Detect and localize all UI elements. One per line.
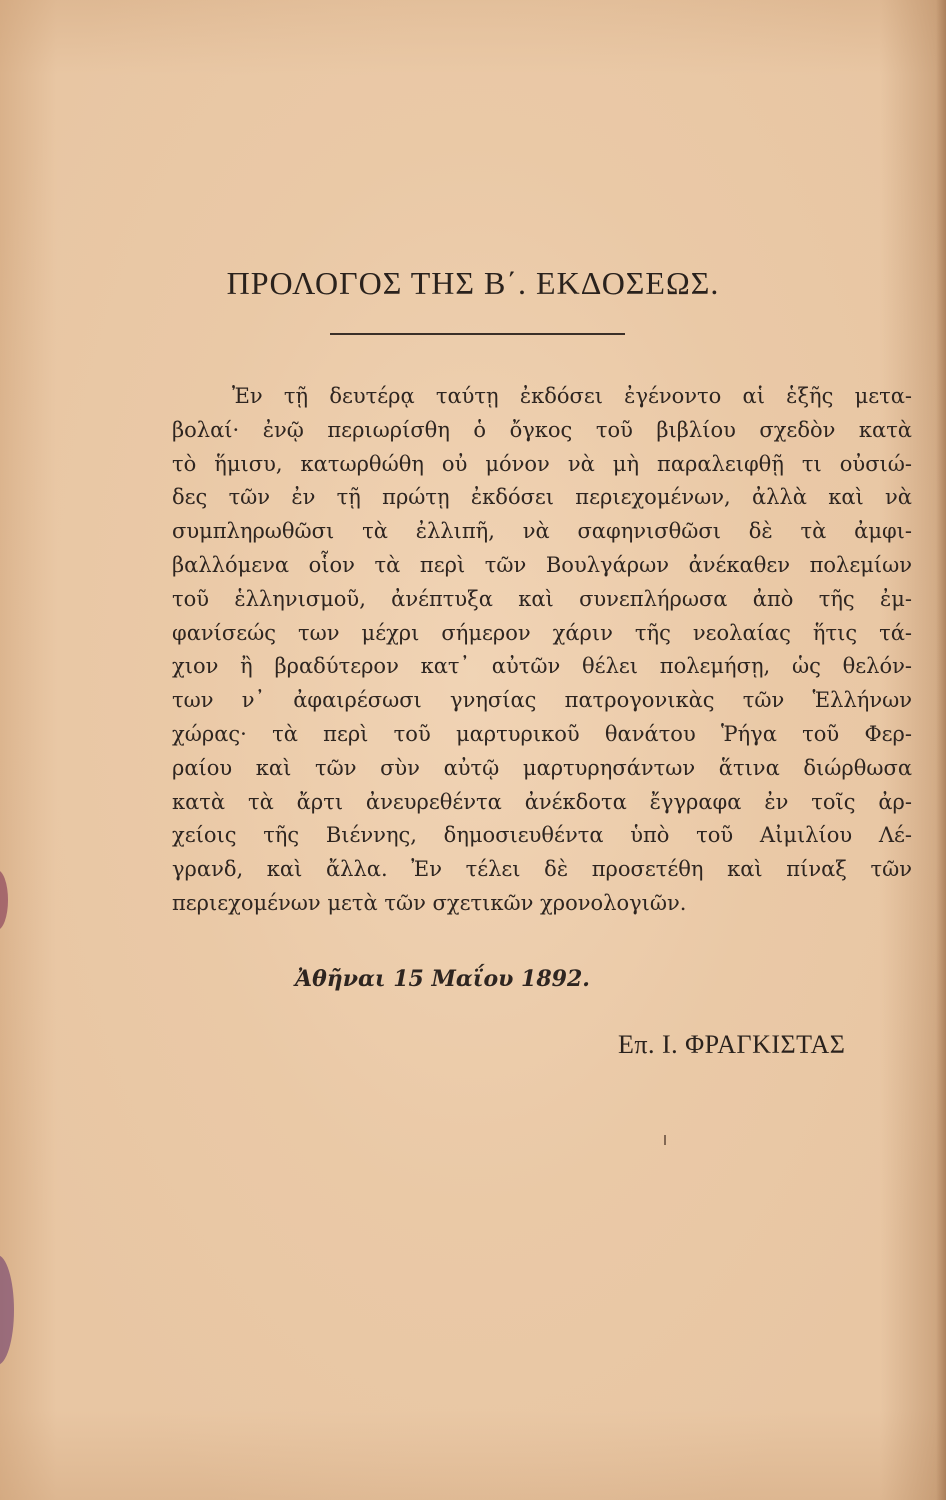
text-line: βαλλόμενα οἷον τὰ περὶ τῶν Βουλγάρων ἀνέκαθεν πολεμίων [172,552,912,577]
text-line: ραίου καὶ τῶν σὺν αὐτῷ μαρτυρησάντων ἅτινα διώρθωσα [172,755,912,780]
text-line: γρανδ, καὶ ἄλλα. Ἐν τέλει δὲ προσετέθη καὶ πίναξ τῶν [172,857,912,882]
author-signature: Επ. Ι. ΦΡΑΓΚΙΣΤΑΣ [618,1030,846,1059]
ink-stain [0,870,8,930]
page-edge-shadow [936,0,946,1500]
preface-paragraph [172,380,912,921]
title-rule-divider [330,333,625,335]
text-line: συμπληρωθῶσι τὰ ἐλλιπῆ, νὰ σαφηνισθῶσι δὲ τὰ ἀμφι- [172,519,912,544]
text-line: χιον ἢ βραδύτερον κατ᾽ αὐτῶν θέλει πολεμήσῃ, ὡς θελόν- [172,654,912,679]
text-line: τοῦ ἑλληνισμοῦ, ἀνέπτυξα καὶ συνεπλήρωσα ἀπὸ τῆς ἐμ- [172,586,912,611]
text-line: των ν᾽ ἀφαιρέσωσι γνησίας πατρογονικὰς τῶν Ἑλλήνων [172,688,912,713]
text-line: φανίσεώς των μέχρι σήμερον χάριν τῆς νεολαίας ἥτις τά- [172,620,912,645]
dateline: Ἀθῆναι 15 Μαΐου 1892. [295,966,590,992]
text-line: χώρας· τὰ περὶ τοῦ μαρτυρικοῦ θανάτου Ῥήγα τοῦ Φερ- [172,721,912,746]
text-line: βολαί· ἐνῷ περιωρίσθη ὁ ὄγκος τοῦ βιβλίου σχεδὸν κατὰ [172,417,912,442]
text-line: περιεχομένων μετὰ τῶν σχετικῶν χρονολογιῶν. [172,890,687,915]
text-line: χείοις τῆς Βιέννης, δημοσιευθέντα ὑπὸ τοῦ Αἰμιλίου Λέ- [172,823,912,848]
text-line: τὸ ἥμισυ, κατωρθώθη οὐ μόνον νὰ μὴ παραλειφθῇ τι οὐσιώ- [172,451,912,476]
ink-stain [0,1255,14,1365]
text-line: κατὰ τὰ ἄρτι ἀνευρεθέντα ἀνέκδοτα ἔγγραφα ἐν τοῖς ἀρ- [172,789,912,814]
print-mark [664,1135,666,1145]
text-line: δες τῶν ἐν τῇ πρώτῃ ἐκδόσει περιεχομένων, ἀλλὰ καὶ νὰ [172,485,912,510]
page-title: ΠΡΟΛΟΓΟΣ ΤΗΣ Β΄. ΕΚΔΟΣΕΩΣ. [226,265,720,301]
text-line: Ἐν τῇ δευτέρᾳ ταύτῃ ἐκδόσει ἐγένοντο αἱ ἑξῆς μετα- [232,384,912,408]
